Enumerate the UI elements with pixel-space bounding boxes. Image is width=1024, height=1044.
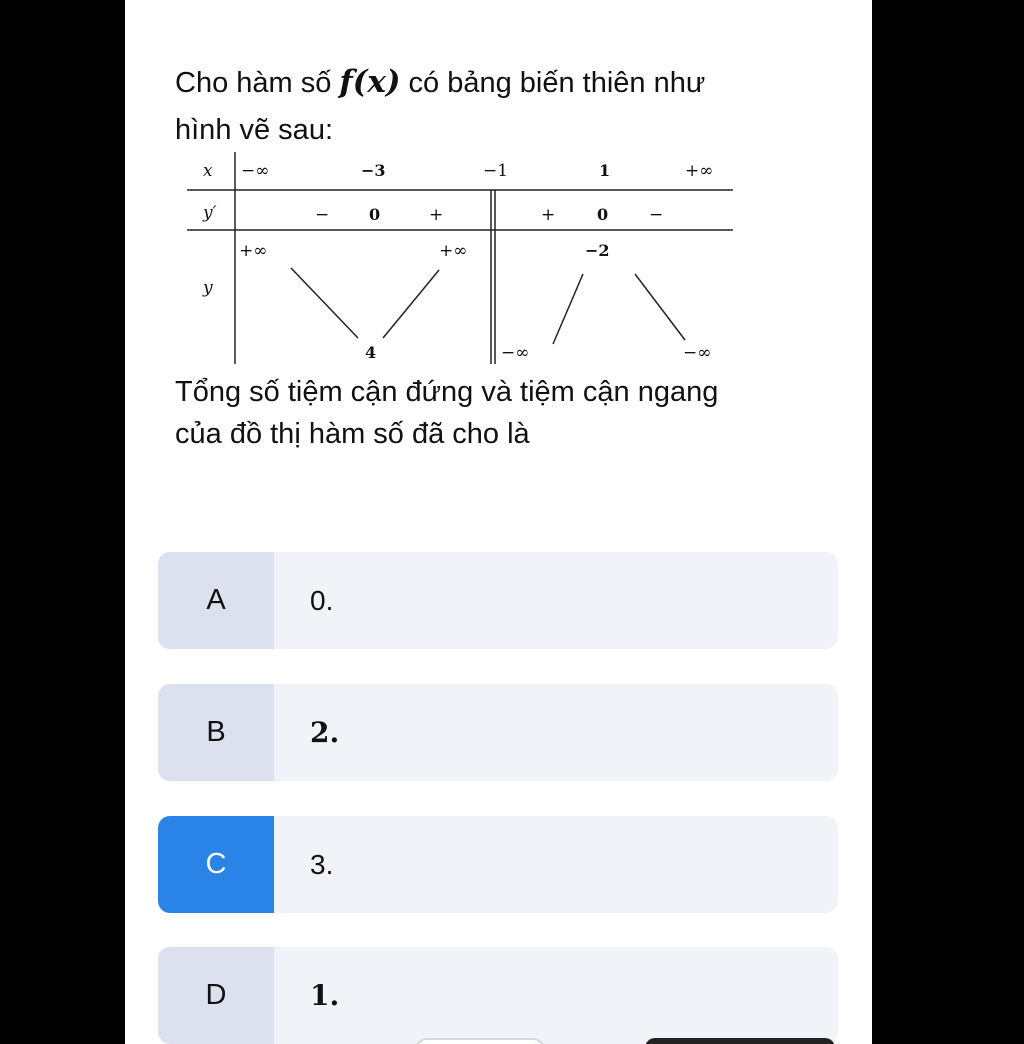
question-text-line-2: hình vẽ sau: (175, 114, 333, 146)
option-letter: B (158, 684, 274, 781)
x-value: 1 (599, 161, 611, 180)
row-label-y: y (203, 278, 213, 298)
derivative-zero: 0 (369, 205, 381, 224)
question-part-1: Cho hàm số (175, 67, 332, 99)
derivative-zero: 0 (597, 205, 609, 224)
y-value: 4 (365, 343, 377, 362)
option-b[interactable] (158, 684, 838, 781)
y-value: −2 (585, 241, 610, 260)
derivative-sign: + (541, 205, 556, 225)
x-value: +∞ (685, 161, 714, 181)
y-value: −∞ (501, 343, 530, 363)
x-value: −3 (361, 161, 386, 180)
y-value: +∞ (439, 241, 468, 261)
option-letter: A (158, 552, 274, 649)
x-value: −∞ (241, 161, 270, 181)
y-value: −∞ (683, 343, 712, 363)
derivative-sign: − (315, 205, 330, 225)
option-letter: D (158, 947, 274, 1044)
derivative-sign: − (649, 205, 664, 225)
decrease-arrow (291, 268, 358, 338)
y-value: +∞ (239, 241, 268, 261)
question-text-line-3: Tổng số tiệm cận đứng và tiệm cận ngang (175, 376, 719, 408)
x-value: −1 (483, 161, 509, 181)
function-notation: f(x) (339, 64, 401, 100)
question-text-line-4: của đồ thị hàm số đã cho là (175, 418, 530, 450)
variation-table (173, 148, 763, 370)
question-panel (125, 0, 872, 1044)
option-a[interactable] (158, 552, 838, 649)
derivative-sign: + (429, 205, 444, 225)
option-c[interactable] (158, 816, 838, 913)
decrease-arrow (635, 274, 685, 340)
bottom-secondary-button[interactable] (415, 1038, 545, 1044)
question-part-2: có bảng biến thiên như (408, 67, 706, 99)
option-text: 3. (310, 848, 334, 880)
option-text: 2. (310, 716, 340, 749)
option-letter: C (158, 816, 274, 913)
increase-arrow (383, 270, 439, 338)
row-label-x: x (203, 161, 213, 181)
bottom-primary-button[interactable] (645, 1038, 835, 1044)
option-text: 0. (310, 584, 334, 616)
row-label-derivative: y′ (203, 203, 217, 223)
option-d[interactable] (158, 947, 838, 1044)
question-text-line-1 (175, 64, 705, 100)
option-text: 1. (310, 979, 340, 1012)
increase-arrow (553, 274, 583, 344)
